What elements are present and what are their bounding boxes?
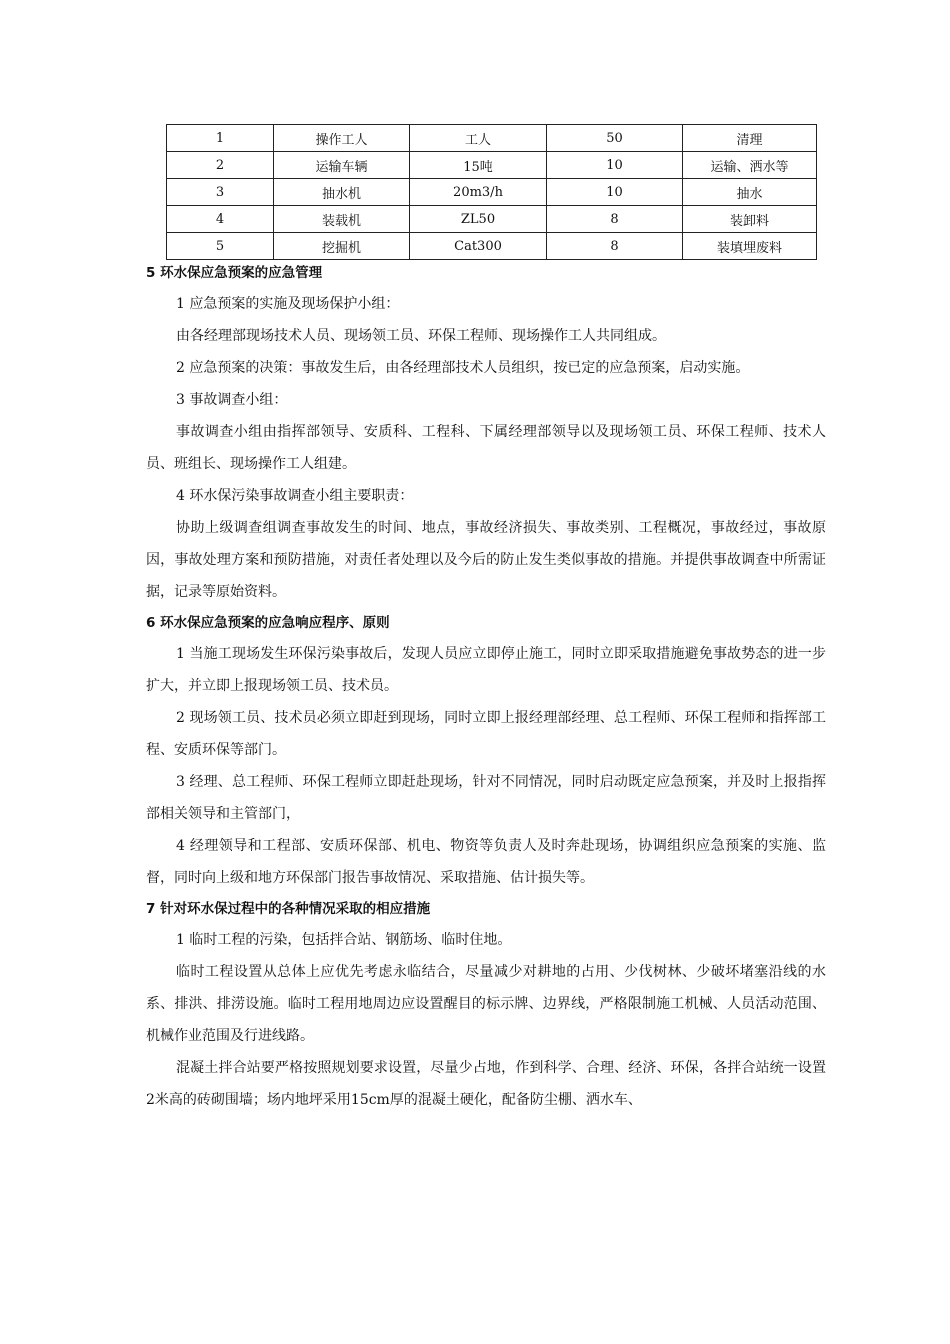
- equipment-table: [166, 124, 817, 260]
- cell-name: 运输车辆: [274, 152, 410, 179]
- cell-quantity: 10: [547, 152, 683, 179]
- cell-name: 操作工人: [274, 125, 410, 152]
- paragraph: 由各经理部现场技术人员、现场领工员、环保工程师、现场操作工人共同组成。: [176, 328, 666, 344]
- cell-spec: 工人: [410, 125, 547, 152]
- cell-usage: 装填埋废料: [683, 233, 817, 260]
- cell-quantity: 50: [547, 125, 683, 152]
- paragraph: 临时工程设置从总体上应优先考虑永临结合，尽量减少对耕地的占用、少伐树林、少破坏堵塞沿线的水系、排洪、排涝设施。临时工程用地周边应设置醒目的标示牌、边界线，严格限制施工机械、人员活动范围、机械作业范围及行进线路。: [146, 964, 826, 1044]
- cell-index: 2: [167, 152, 274, 179]
- document-body: [146, 258, 826, 1116]
- cell-name: 抽水机: [274, 179, 410, 206]
- cell-index: 1: [167, 125, 274, 152]
- cell-usage: 抽水: [683, 179, 817, 206]
- cell-index: 3: [167, 179, 274, 206]
- cell-usage: 清理: [683, 125, 817, 152]
- cell-spec: ZL50: [410, 206, 547, 233]
- cell-quantity: 8: [547, 206, 683, 233]
- paragraph: 混凝土拌合站要严格按照规划要求设置，尽量少占地，作到科学、合理、经济、环保，各拌合站统一设置2米高的砖砌围墙；场内地坪采用15cm厚的混凝土硬化，配备防尘棚、洒水车、: [146, 1060, 826, 1108]
- paragraph: 4 经理领导和工程部、安质环保部、机电、物资等负责人及时奔赴现场，协调组织应急预案的实施、监督，同时向上级和地方环保部门报告事故情况、采取措施、估计损失等。: [146, 838, 826, 886]
- cell-usage: 运输、洒水等: [683, 152, 817, 179]
- section-heading: 6 环水保应急预案的应急响应程序、原则: [146, 615, 390, 631]
- table-row: [167, 206, 817, 233]
- cell-index: 4: [167, 206, 274, 233]
- table-row: [167, 233, 817, 260]
- cell-usage: 装卸料: [683, 206, 817, 233]
- paragraph: 1 当施工现场发生环保污染事故后，发现人员应立即停止施工，同时立即采取措施避免事故势态的进一步扩大，并立即上报现场领工员、技术员。: [146, 646, 826, 694]
- paragraph: 2 现场领工员、技术员必须立即赶到现场，同时立即上报经理部经理、总工程师、环保工程师和指挥部工程、安质环保等部门。: [146, 710, 826, 758]
- section-heading: 7 针对环水保过程中的各种情况采取的相应措施: [146, 901, 431, 917]
- cell-spec: 15吨: [410, 152, 547, 179]
- paragraph: 协助上级调查组调查事故发生的时间、地点，事故经济损失、事故类别、工程概况，事故经过，事故原因，事故处理方案和预防措施，对责任者处理以及今后的防止发生类似事故的措施。并提供事故调查中所需证据，记录等原始资料。: [146, 520, 826, 600]
- cell-spec: Cat300: [410, 233, 547, 260]
- paragraph: 3 事故调查小组：: [176, 392, 288, 408]
- cell-spec: 20m3/h: [410, 179, 547, 206]
- cell-index: 5: [167, 233, 274, 260]
- table-row: [167, 125, 817, 152]
- paragraph: 1 应急预案的实施及现场保护小组：: [176, 296, 400, 312]
- paragraph: 4 环水保污染事故调查小组主要职责：: [176, 488, 414, 504]
- table-row: [167, 152, 817, 179]
- cell-quantity: 10: [547, 179, 683, 206]
- cell-quantity: 8: [547, 233, 683, 260]
- cell-name: 装载机: [274, 206, 410, 233]
- paragraph: 事故调查小组由指挥部领导、安质科、工程科、下属经理部领导以及现场领工员、环保工程师、技术人员、班组长、现场操作工人组建。: [146, 424, 826, 472]
- cell-name: 挖掘机: [274, 233, 410, 260]
- paragraph: 1 临时工程的污染，包括拌合站、钢筋场、临时住地。: [176, 932, 512, 948]
- table-row: [167, 179, 817, 206]
- section-heading: 5 环水保应急预案的应急管理: [146, 265, 323, 281]
- paragraph: 3 经理、总工程师、环保工程师立即赶赴现场，针对不同情况，同时启动既定应急预案，并及时上报指挥部相关领导和主管部门，: [146, 774, 826, 822]
- paragraph: 2 应急预案的决策：事故发生后，由各经理部技术人员组织，按已定的应急预案，启动实施。: [176, 360, 750, 376]
